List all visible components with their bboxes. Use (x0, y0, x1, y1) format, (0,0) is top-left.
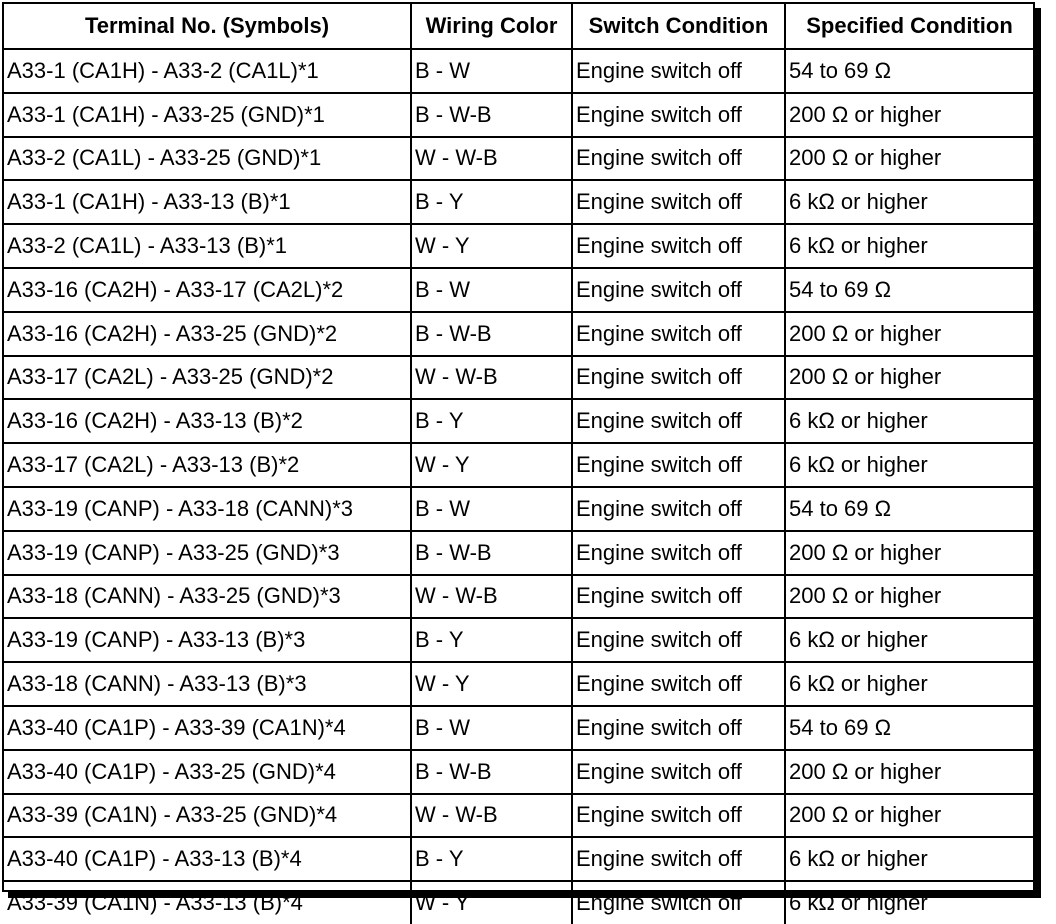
table-row (4, 706, 1033, 750)
table-row (4, 180, 1033, 224)
wiring-color-cell: B - W-B (411, 312, 572, 356)
header-switch-condition: Switch Condition (572, 4, 785, 49)
wiring-color-cell: W - Y (411, 224, 572, 268)
wiring-color-cell: B - W (411, 487, 572, 531)
terminal-cell: A33-19 (CANP) - A33-13 (B)*3 (4, 618, 411, 662)
wiring-color-cell: W - Y (411, 662, 572, 706)
switch-condition-cell: Engine switch off (572, 881, 785, 924)
table-row (4, 662, 1033, 706)
specified-condition-cell: 200 Ω or higher (785, 531, 1033, 575)
specified-condition-cell: 200 Ω or higher (785, 312, 1033, 356)
table-row (4, 312, 1033, 356)
table-row (4, 443, 1033, 487)
table-row (4, 531, 1033, 575)
specified-condition-cell: 200 Ω or higher (785, 750, 1033, 794)
specified-condition-cell: 200 Ω or higher (785, 137, 1033, 181)
terminal-cell: A33-16 (CA2H) - A33-25 (GND)*2 (4, 312, 411, 356)
wiring-color-cell: B - Y (411, 180, 572, 224)
table-row (4, 837, 1033, 881)
header-wiring-color: Wiring Color (411, 4, 572, 49)
table-row (4, 750, 1033, 794)
header-row (4, 4, 1033, 49)
terminal-cell: A33-40 (CA1P) - A33-25 (GND)*4 (4, 750, 411, 794)
wiring-color-cell: B - W (411, 268, 572, 312)
specified-condition-cell: 6 kΩ or higher (785, 443, 1033, 487)
wiring-color-cell: W - W-B (411, 575, 572, 619)
terminal-cell: A33-18 (CANN) - A33-25 (GND)*3 (4, 575, 411, 619)
terminal-cell: A33-2 (CA1L) - A33-13 (B)*1 (4, 224, 411, 268)
specified-condition-cell: 6 kΩ or higher (785, 618, 1033, 662)
table-row (4, 356, 1033, 400)
table-row (4, 881, 1033, 924)
terminal-cell: A33-1 (CA1H) - A33-13 (B)*1 (4, 180, 411, 224)
table-row (4, 618, 1033, 662)
table-row (4, 224, 1033, 268)
terminal-cell: A33-2 (CA1L) - A33-25 (GND)*1 (4, 137, 411, 181)
wiring-color-cell: B - Y (411, 837, 572, 881)
wiring-color-cell: W - W-B (411, 137, 572, 181)
specified-condition-cell: 200 Ω or higher (785, 93, 1033, 137)
terminal-cell: A33-39 (CA1N) - A33-25 (GND)*4 (4, 794, 411, 838)
switch-condition-cell: Engine switch off (572, 531, 785, 575)
terminal-cell: A33-40 (CA1P) - A33-39 (CA1N)*4 (4, 706, 411, 750)
switch-condition-cell: Engine switch off (572, 750, 785, 794)
table-row (4, 794, 1033, 838)
wiring-color-cell: W - Y (411, 881, 572, 924)
specified-condition-cell: 6 kΩ or higher (785, 180, 1033, 224)
switch-condition-cell: Engine switch off (572, 399, 785, 443)
wiring-color-cell: B - W-B (411, 531, 572, 575)
switch-condition-cell: Engine switch off (572, 618, 785, 662)
switch-condition-cell: Engine switch off (572, 137, 785, 181)
wiring-color-cell: W - W-B (411, 794, 572, 838)
header-terminal: Terminal No. (Symbols) (4, 4, 411, 49)
wiring-color-cell: B - W-B (411, 93, 572, 137)
switch-condition-cell: Engine switch off (572, 268, 785, 312)
switch-condition-cell: Engine switch off (572, 49, 785, 93)
specified-condition-cell: 54 to 69 Ω (785, 268, 1033, 312)
wiring-color-cell: B - Y (411, 399, 572, 443)
switch-condition-cell: Engine switch off (572, 662, 785, 706)
table-row (4, 49, 1033, 93)
switch-condition-cell: Engine switch off (572, 443, 785, 487)
specified-condition-cell: 200 Ω or higher (785, 356, 1033, 400)
terminal-cell: A33-40 (CA1P) - A33-13 (B)*4 (4, 837, 411, 881)
terminal-cell: A33-18 (CANN) - A33-13 (B)*3 (4, 662, 411, 706)
specified-condition-cell: 6 kΩ or higher (785, 399, 1033, 443)
wiring-color-cell: W - Y (411, 443, 572, 487)
spec-table (4, 4, 1033, 924)
specified-condition-cell: 6 kΩ or higher (785, 224, 1033, 268)
table-row (4, 399, 1033, 443)
wiring-color-cell: W - W-B (411, 356, 572, 400)
terminal-cell: A33-39 (CA1N) - A33-13 (B)*4 (4, 881, 411, 924)
table-body (4, 49, 1033, 924)
header-specified-condition: Specified Condition (785, 4, 1033, 49)
specified-condition-cell: 54 to 69 Ω (785, 487, 1033, 531)
specified-condition-cell: 54 to 69 Ω (785, 706, 1033, 750)
table-row (4, 137, 1033, 181)
wiring-color-cell: B - W (411, 49, 572, 93)
switch-condition-cell: Engine switch off (572, 224, 785, 268)
switch-condition-cell: Engine switch off (572, 93, 785, 137)
specified-condition-cell: 200 Ω or higher (785, 794, 1033, 838)
wiring-color-cell: B - W (411, 706, 572, 750)
specified-condition-cell: 6 kΩ or higher (785, 837, 1033, 881)
terminal-cell: A33-1 (CA1H) - A33-25 (GND)*1 (4, 93, 411, 137)
specified-condition-cell: 54 to 69 Ω (785, 49, 1033, 93)
spec-table-frame (2, 2, 1035, 916)
switch-condition-cell: Engine switch off (572, 487, 785, 531)
switch-condition-cell: Engine switch off (572, 837, 785, 881)
switch-condition-cell: Engine switch off (572, 356, 785, 400)
table-row (4, 575, 1033, 619)
terminal-cell: A33-16 (CA2H) - A33-13 (B)*2 (4, 399, 411, 443)
terminal-cell: A33-19 (CANP) - A33-18 (CANN)*3 (4, 487, 411, 531)
switch-condition-cell: Engine switch off (572, 180, 785, 224)
specified-condition-cell: 6 kΩ or higher (785, 662, 1033, 706)
table-row (4, 487, 1033, 531)
wiring-color-cell: B - Y (411, 618, 572, 662)
wiring-color-cell: B - W-B (411, 750, 572, 794)
terminal-cell: A33-17 (CA2L) - A33-13 (B)*2 (4, 443, 411, 487)
specified-condition-cell: 200 Ω or higher (785, 575, 1033, 619)
switch-condition-cell: Engine switch off (572, 794, 785, 838)
switch-condition-cell: Engine switch off (572, 575, 785, 619)
specified-condition-cell: 6 kΩ or higher (785, 881, 1033, 924)
table-row (4, 93, 1033, 137)
switch-condition-cell: Engine switch off (572, 312, 785, 356)
terminal-cell: A33-17 (CA2L) - A33-25 (GND)*2 (4, 356, 411, 400)
table-row (4, 268, 1033, 312)
terminal-cell: A33-16 (CA2H) - A33-17 (CA2L)*2 (4, 268, 411, 312)
terminal-cell: A33-19 (CANP) - A33-25 (GND)*3 (4, 531, 411, 575)
switch-condition-cell: Engine switch off (572, 706, 785, 750)
terminal-cell: A33-1 (CA1H) - A33-2 (CA1L)*1 (4, 49, 411, 93)
